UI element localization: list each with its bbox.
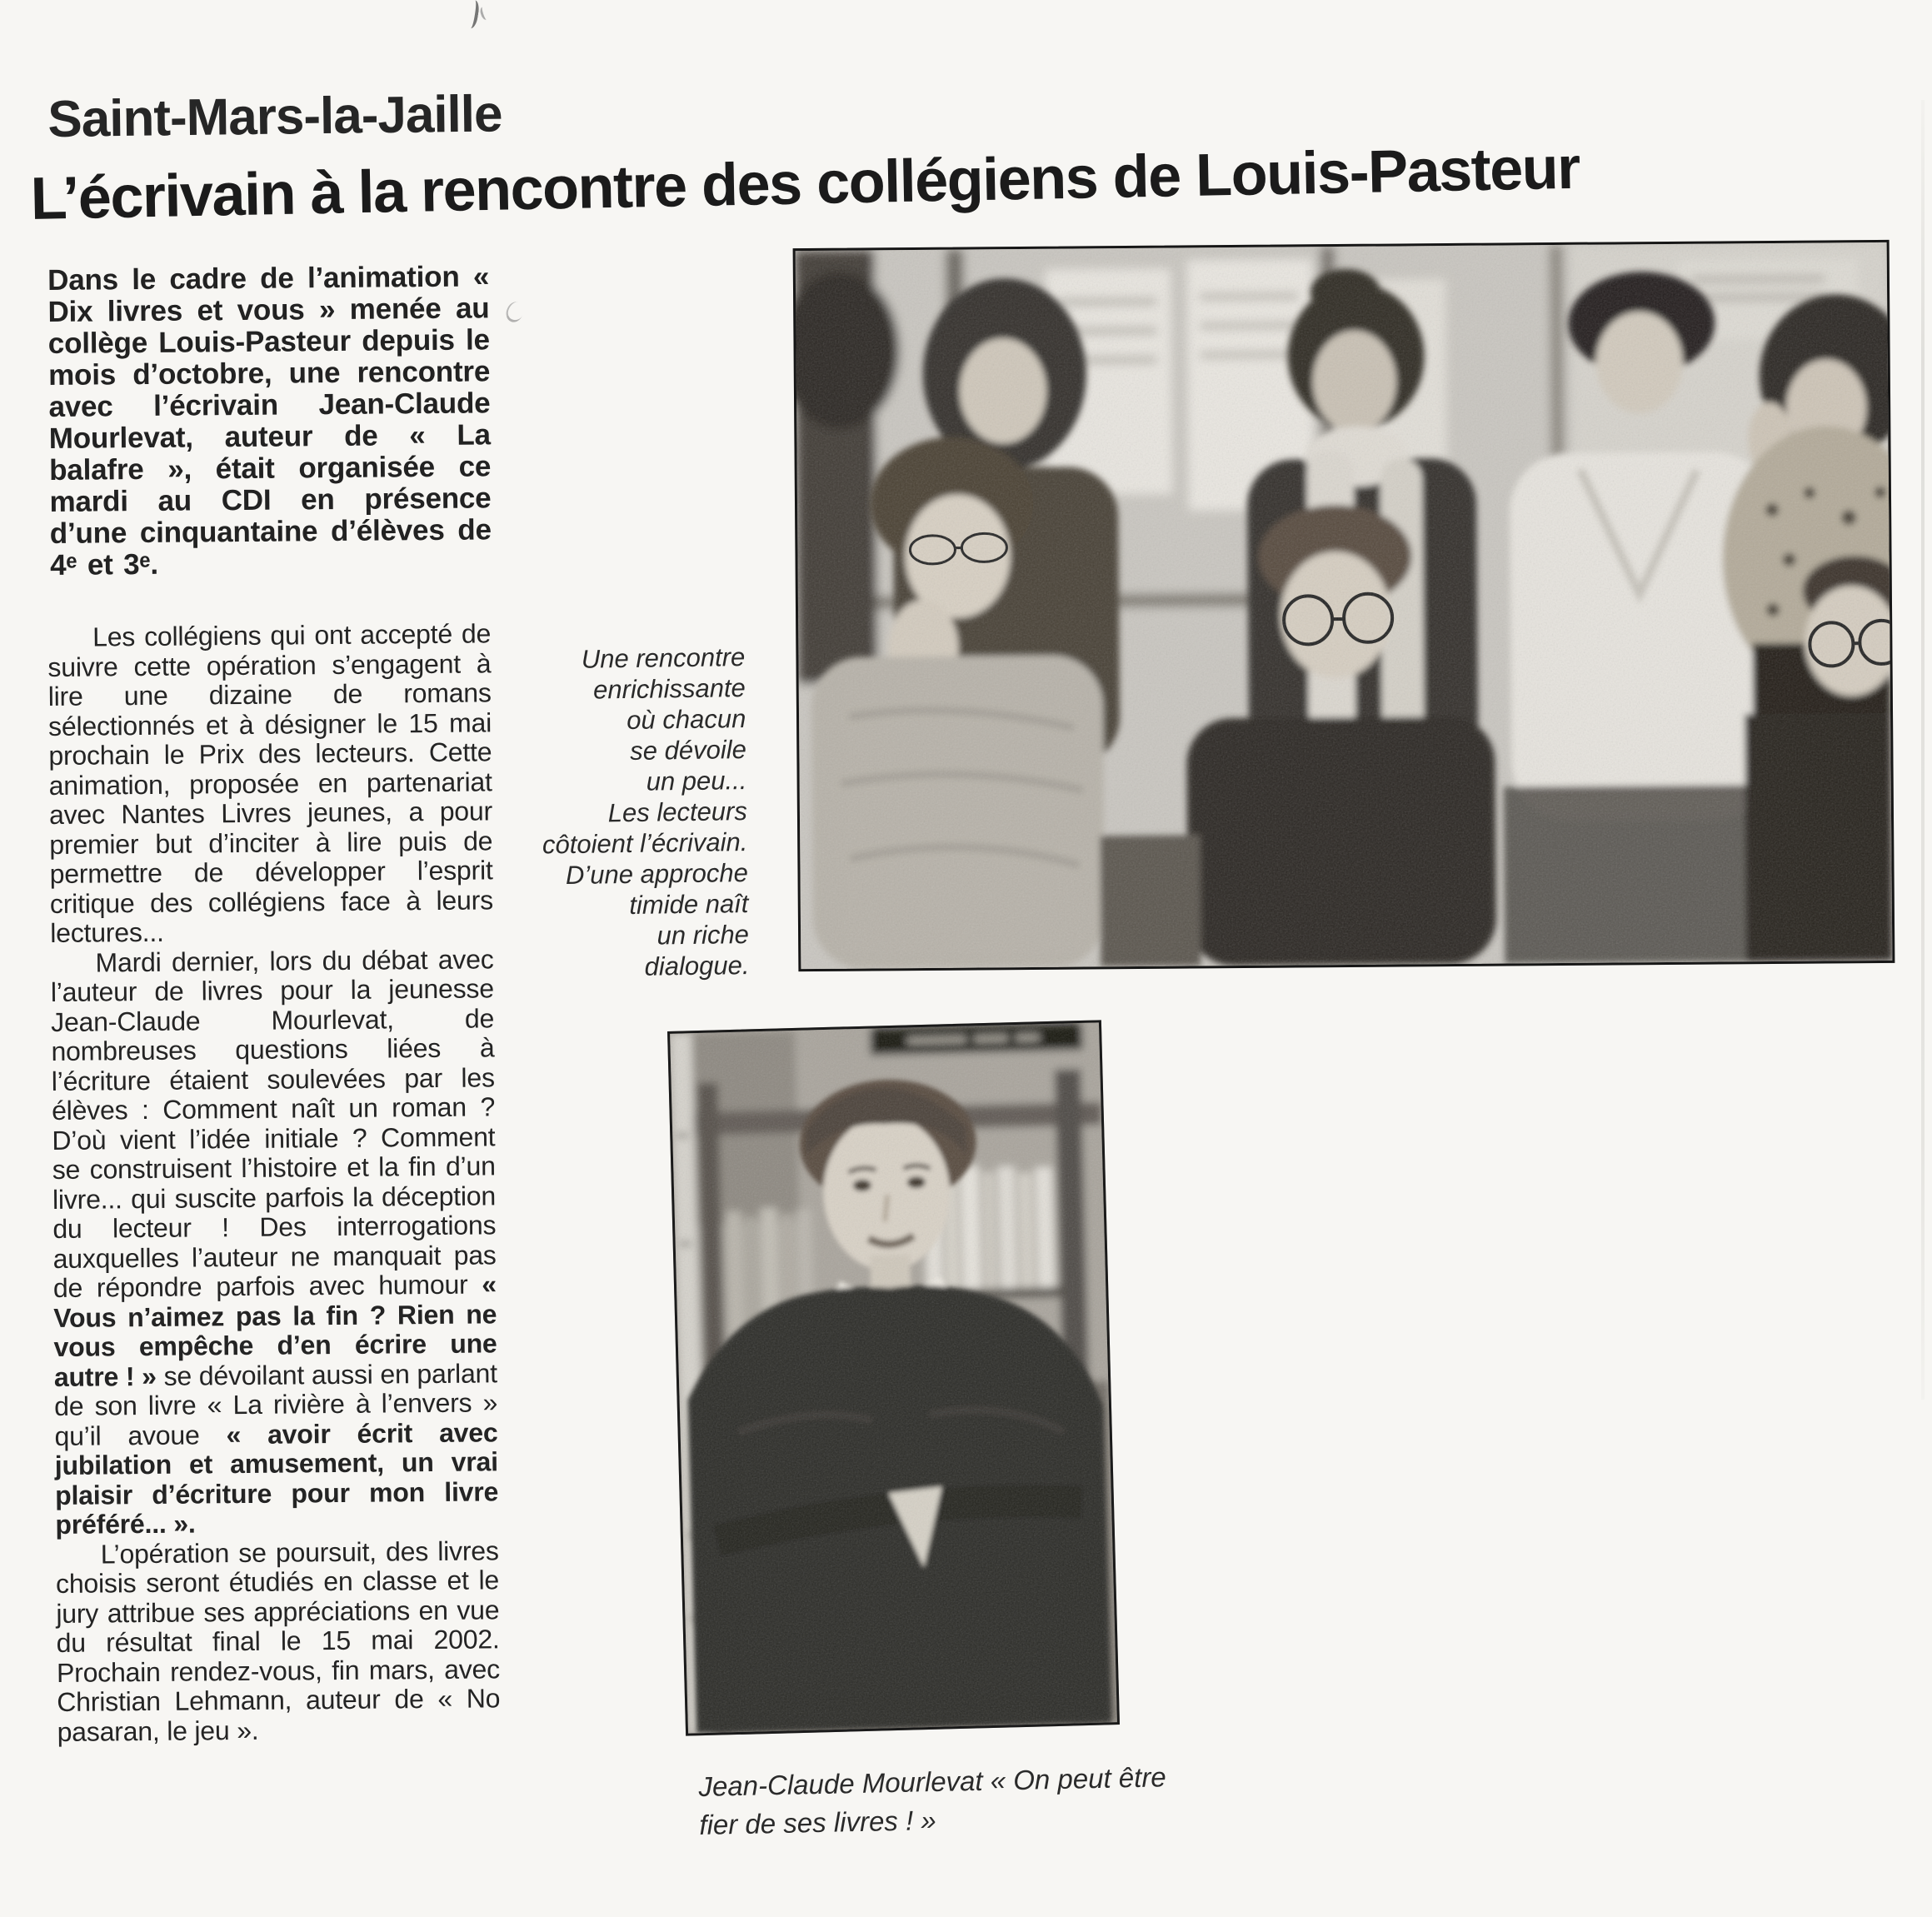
- scan-mark-icon: [479, 6, 491, 21]
- lead-paragraph: Dans le cadre de l’animation « Dix livres et vous » menée au collège Louis-Pasteur depuis le mois d’octobre, une rencontre avec l’écrivain Jean-Claude Mourlevat, auteur de « La balafre », était organisée ce mardi au CDI en présence d’une cinquantaine d’élèves de 4ᵉ et 3ᵉ.: [47, 260, 492, 582]
- group-photo: [793, 240, 1895, 971]
- portrait-photo-illustration: [670, 1022, 1117, 1733]
- caption-line: où chacun: [626, 703, 746, 735]
- caption-line: timide naît: [629, 888, 749, 920]
- caption-line: un riche: [656, 919, 750, 951]
- scan-mark-icon: [464, 0, 480, 29]
- caption-line: se dévoile: [629, 734, 747, 766]
- caption-line: enrichissante: [592, 672, 746, 705]
- headline: L’écrivain à la rencontre des collégiens de Louis-Pasteur: [30, 134, 1580, 232]
- paragraph-reading: Les collégiens qui ont accepté de suivre cette opération s’engagent à lire une dizaine de romans sélectionnés et à désigner le 15 mai prochain le Prix des lecteurs. Cette animation, proposée en partenariat avec Nantes Livres jeunes, a pour premier but d’inciter à lire puis de permettre de développer l’esprit critique des collégiens face à leurs lectures...: [47, 618, 494, 948]
- caption-line: Jean-Claude Mourlevat « On peut être: [698, 1761, 1167, 1802]
- portrait-photo-caption: [698, 1758, 1167, 1845]
- caption-line: un peu...: [646, 765, 747, 796]
- caption-line: dialogue.: [644, 950, 750, 981]
- caption-line: fier de ses livres ! »: [699, 1805, 937, 1840]
- paragraph-debate-start: Mardi dernier, lors du débat avec l’auteur de livres pour la jeunesse Jean-Claude Mourlevat, de nombreuses questions liées à l’écriture étaient soulevées par les élèves : Comment naît un roman ? D’où vient l’idée initiale ? Comment se construisent l’histoire et la fin d’un livre... qui suscite parfois la déception du lecteur ! Des interrogations auxquelles l’auteur ne manquait pas de répondre parfois avec humour: [50, 943, 497, 1303]
- group-photo-illustration: [796, 242, 1893, 969]
- author-quote-1: « Vous n’aimez pas la fin ? Rien ne vous empêche d’en écrire une autre ! »: [53, 1269, 497, 1392]
- group-photo-caption: [497, 641, 750, 984]
- portrait-photo: [667, 1020, 1120, 1735]
- kicker: Saint-Mars-la-Jaille: [47, 85, 502, 148]
- paragraph-debate: [50, 945, 498, 1540]
- paragraph-next-meeting: L’opération se poursuit, des livres choisis seront étudiés en classe et le jury attribue ses appréciations en vue du résultat final le 15 mai 2002. Prochain rendez-vous, fin mars, avec Christian Lehmann, auteur de « No pasaran, le jeu ».: [55, 1535, 501, 1747]
- page-edge-shadow: [1921, 100, 1925, 1400]
- caption-line: Une rencontre: [581, 641, 746, 674]
- article-body: [47, 619, 501, 1747]
- paragraph-debate-middle: se dévoilant aussi en parlant de son livre « La rivière à l’envers » qu’il avoue: [54, 1357, 498, 1451]
- author-quote-2: « avoir écrit avec jubilation et amusement, un vrai plaisir d’écriture pour mon livre préféré... ».: [54, 1416, 499, 1540]
- caption-line: côtoient l’écrivain.: [542, 826, 748, 860]
- caption-line: D’une approche: [565, 857, 749, 891]
- caption-line: Les lecteurs: [607, 796, 748, 828]
- scan-mark-icon: [503, 299, 527, 325]
